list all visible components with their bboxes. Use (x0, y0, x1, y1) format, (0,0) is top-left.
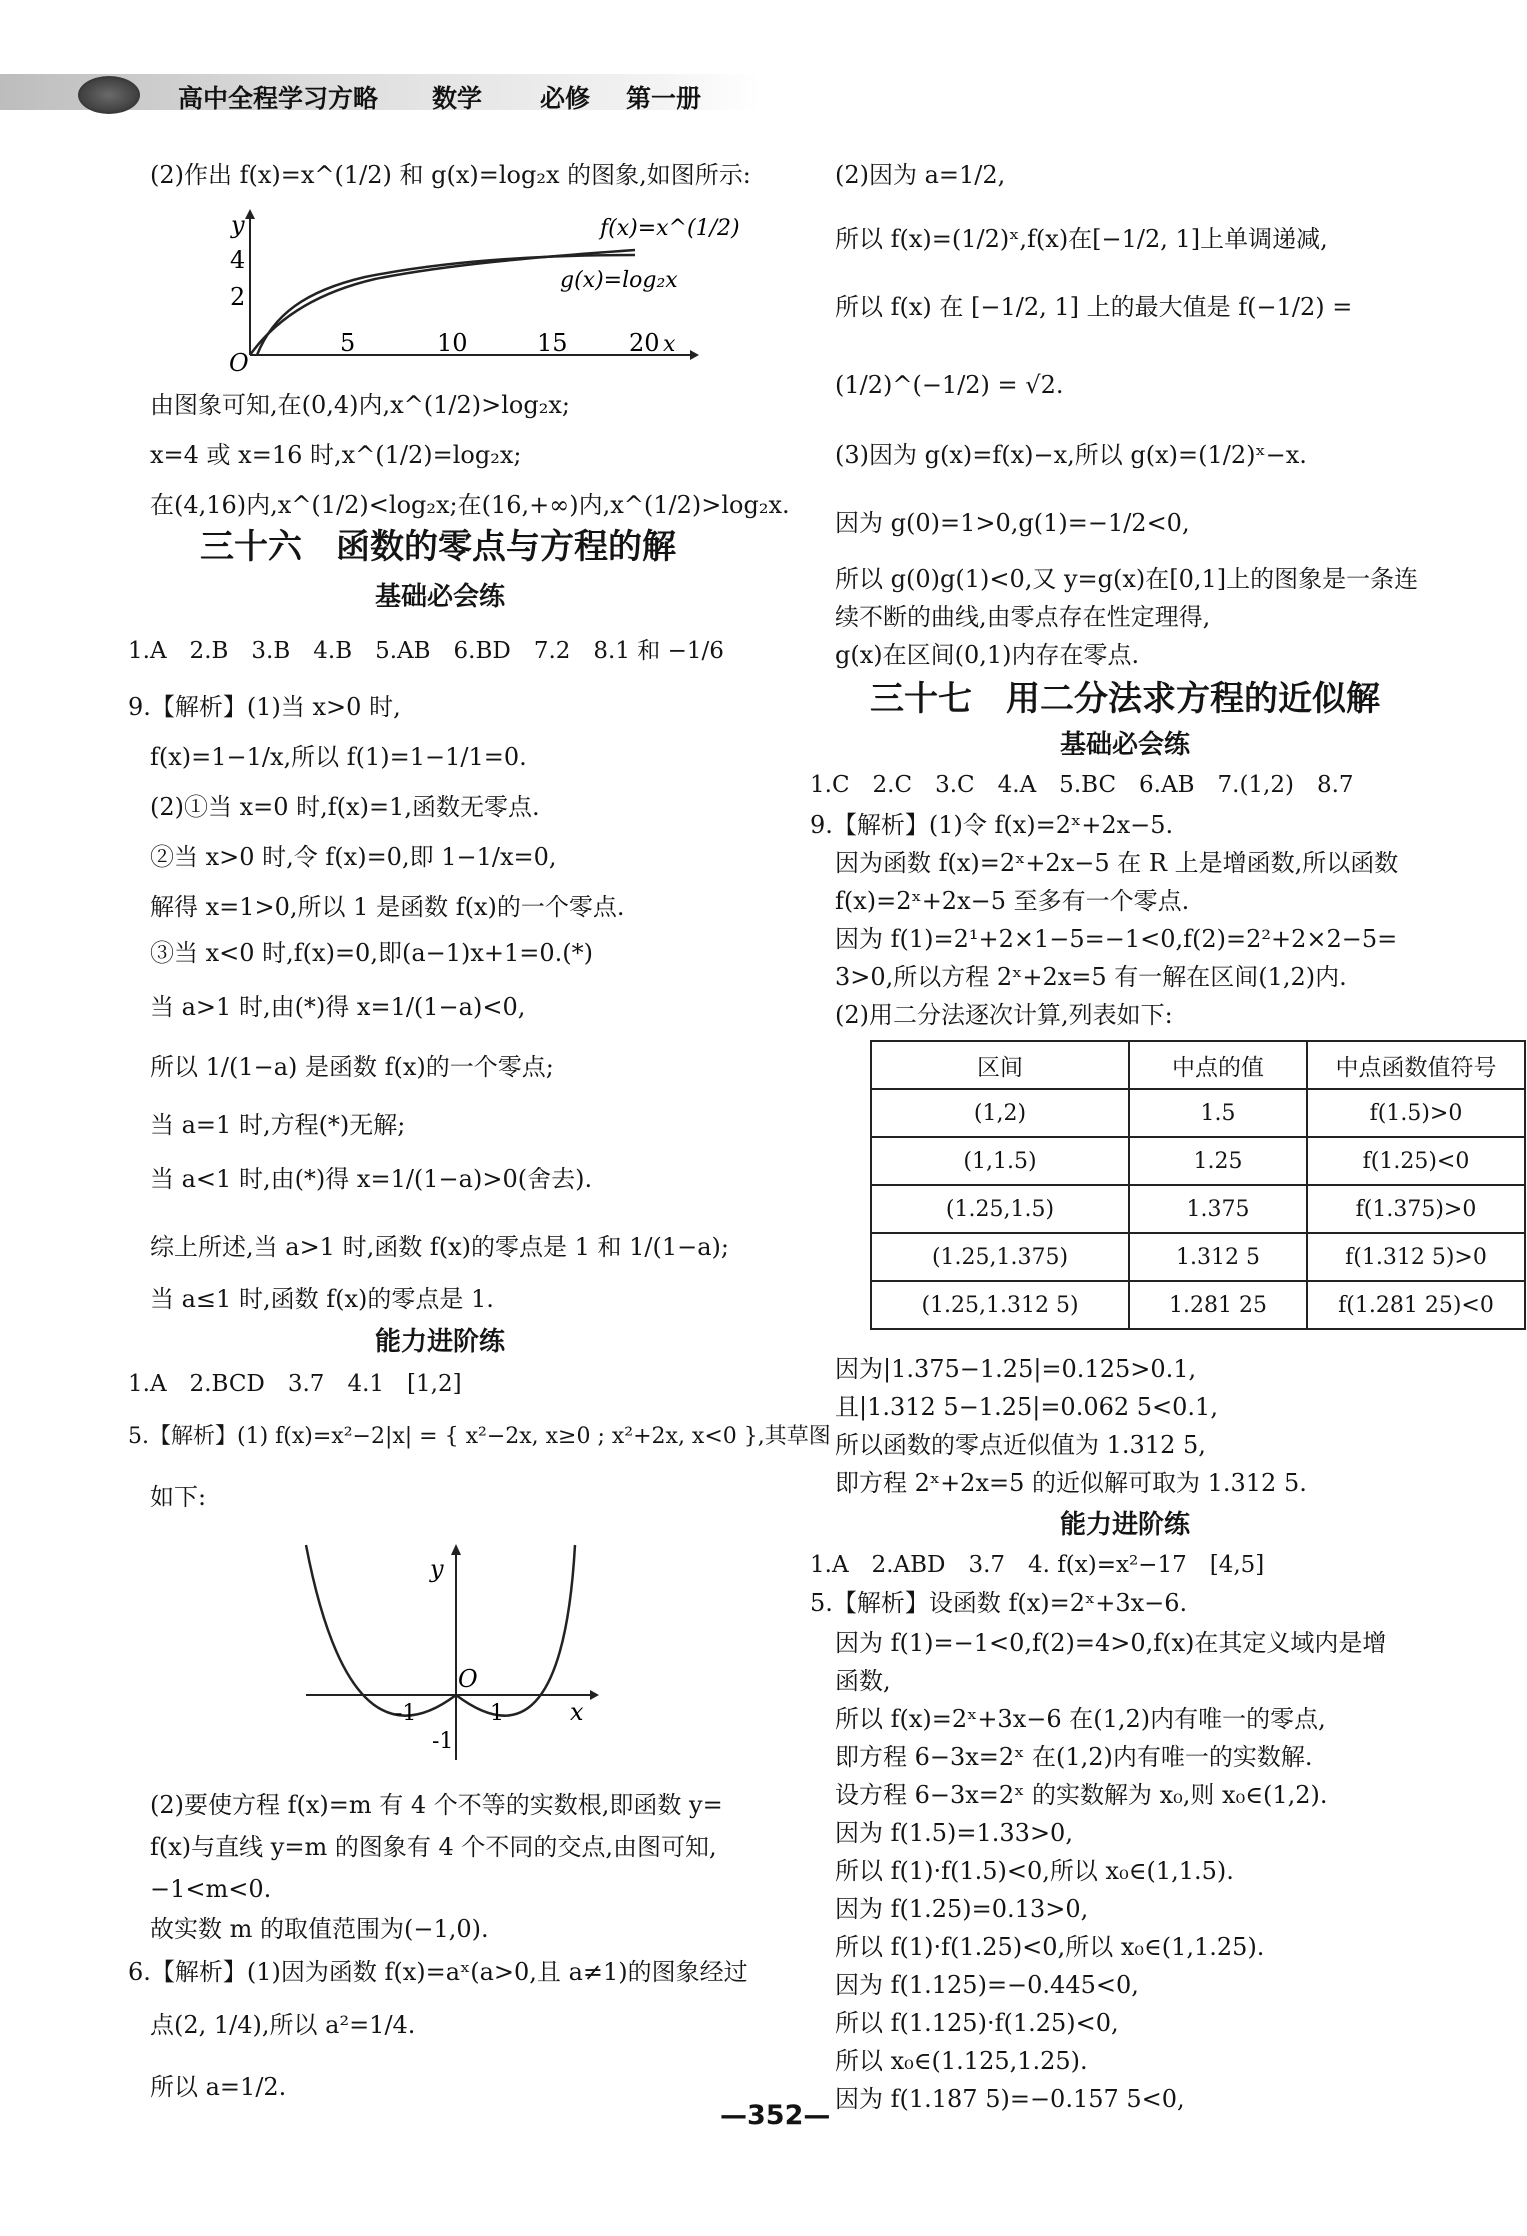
table-cell: (1,1.5) (871, 1137, 1129, 1185)
graph-x2-minus-2absx (300, 1535, 600, 1765)
text-line: 当 a>1 时,由(*)得 x=1/(1−a)<0, (150, 993, 526, 1021)
y-axis-label: y (430, 1555, 444, 1583)
text-line: ②当 x>0 时,令 f(x)=0,即 1−1/x=0, (150, 843, 557, 871)
x-axis-label: x (663, 332, 676, 357)
text-line: f(x)=2ˣ+2x−5 至多有一个零点. (835, 887, 1190, 915)
table-header: 区间 (871, 1041, 1129, 1089)
text-line: 因为 g(0)=1>0,g(1)=−1/2<0, (835, 509, 1190, 537)
x-tick: 5 (340, 329, 356, 357)
text-line: 因为 f(1)=−1<0,f(2)=4>0,f(x)在其定义域内是增 (835, 1629, 1387, 1657)
text-line: 如下: (150, 1483, 207, 1511)
page-header (0, 62, 1527, 120)
text-line: (2)因为 a=1/2, (835, 161, 1006, 189)
text-line: 所以 1/(1−a) 是函数 f(x)的一个零点; (150, 1053, 554, 1081)
text-line: 因为 f(1.187 5)=−0.157 5<0, (835, 2085, 1185, 2113)
text-line: (2)要使方程 f(x)=m 有 4 个不等的实数根,即函数 y= (150, 1791, 723, 1819)
text-line: 所以 a=1/2. (150, 2073, 287, 2101)
y-axis-label: y (231, 211, 245, 239)
text-line: (1/2)^(−1/2) = √2. (835, 371, 1064, 399)
section-37-title: 三十七 用二分法求方程的近似解 (870, 679, 1380, 719)
publisher-logo-icon (78, 76, 140, 114)
text-line: 所以 f(1)·f(1.25)<0,所以 x₀∈(1,1.25). (835, 1933, 1265, 1961)
table-cell: (1.25,1.5) (871, 1185, 1129, 1233)
section-37-subtitle-basic: 基础必会练 (1060, 730, 1191, 760)
text-line: 3>0,所以方程 2ˣ+2x=5 有一解在区间(1,2)内. (835, 963, 1347, 991)
text-line: 所以 f(x)=(1/2)ˣ,f(x)在[−1/2, 1]上单调递减, (835, 225, 1328, 253)
graph-sqrt-vs-log (215, 205, 740, 377)
table-cell: f(1.25)<0 (1307, 1137, 1525, 1185)
module: 必修 (540, 84, 591, 113)
table-cell: 1.312 5 (1129, 1233, 1307, 1281)
table-header: 中点函数值符号 (1307, 1041, 1525, 1089)
text-line: 5.【解析】设函数 f(x)=2ˣ+3x−6. (810, 1589, 1188, 1617)
text-line: 所以 f(1)·f(1.5)<0,所以 x₀∈(1,1.5). (835, 1857, 1234, 1885)
table-row (871, 1137, 1525, 1185)
x-axis-arrow-icon (690, 350, 699, 360)
text-line: 即方程 2ˣ+2x=5 的近似解可取为 1.312 5. (835, 1469, 1307, 1497)
text-line: −1<m<0. (150, 1875, 272, 1903)
y-axis-arrow-icon (245, 209, 255, 219)
table-cell: (1.25,1.312 5) (871, 1281, 1129, 1329)
table-cell: f(1.281 25)<0 (1307, 1281, 1525, 1329)
table-cell: 1.25 (1129, 1137, 1307, 1185)
label-g: g(x)=log₂x (560, 268, 678, 293)
x-tick-neg1: -1 (395, 1701, 417, 1726)
table-cell: f(1.312 5)>0 (1307, 1233, 1525, 1281)
text-line: 6.【解析】(1)因为函数 f(x)=aˣ(a>0,且 a≠1)的图象经过 (128, 1958, 748, 1986)
text-line: 且|1.312 5−1.25|=0.062 5<0.1, (835, 1393, 1218, 1421)
text-line: 因为函数 f(x)=2ˣ+2x−5 在 R 上是增函数,所以函数 (835, 849, 1399, 877)
text-line: 点(2, 1/4),所以 a²=1/4. (150, 2011, 416, 2039)
table-row (871, 1233, 1525, 1281)
text-line: 当 a≤1 时,函数 f(x)的零点是 1. (150, 1285, 494, 1313)
origin-label: O (458, 1665, 478, 1693)
section-37-subtitle-advanced: 能力进阶练 (1060, 1510, 1191, 1540)
answer-key: 1.A 2.B 3.B 4.B 5.AB 6.BD 7.2 8.1 和 −1/6 (128, 638, 724, 664)
table-cell: f(1.375)>0 (1307, 1185, 1525, 1233)
section-36-subtitle-advanced: 能力进阶练 (375, 1327, 506, 1357)
table-cell: 1.375 (1129, 1185, 1307, 1233)
table-row (871, 1185, 1525, 1233)
x-axis-label: x (570, 1698, 584, 1726)
bisection-table (870, 1040, 1526, 1330)
text-line: 当 a<1 时,由(*)得 x=1/(1−a)>0(舍去). (150, 1165, 593, 1193)
x-tick: 20 (629, 329, 660, 357)
text-line: 9.【解析】(1)令 f(x)=2ˣ+2x−5. (810, 811, 1174, 839)
text-line: (3)因为 g(x)=f(x)−x,所以 g(x)=(1/2)ˣ−x. (835, 441, 1307, 469)
label-f: f(x)=x^(1/2) (600, 216, 740, 241)
text-line: (2)作出 f(x)=x^(1/2) 和 g(x)=log₂x 的图象,如图所示: (150, 161, 751, 189)
table-header: 中点的值 (1129, 1041, 1307, 1089)
text-line: 所以函数的零点近似值为 1.312 5, (835, 1431, 1206, 1459)
text-line: 设方程 6−3x=2ˣ 的实数解为 x₀,则 x₀∈(1,2). (835, 1781, 1328, 1809)
table-row (871, 1089, 1525, 1137)
text-line: 续不断的曲线,由零点存在性定理得, (835, 603, 1211, 631)
y-axis-arrow-icon (451, 1544, 461, 1555)
x-tick-1: 1 (490, 1701, 504, 1726)
text-line: (2)用二分法逐次计算,列表如下: (835, 1001, 1173, 1029)
text-line: 因为 f(1.125)=−0.445<0, (835, 1971, 1139, 1999)
text-line: 综上所述,当 a>1 时,函数 f(x)的零点是 1 和 1/(1−a); (150, 1233, 729, 1261)
table-row (871, 1281, 1525, 1329)
y-tick-neg1: -1 (432, 1729, 454, 1754)
text-line: 所以 f(1.125)·f(1.25)<0, (835, 2009, 1119, 2037)
text-line: 5.【解析】(1) f(x)=x²−2|x| = { x²−2x, x≥0 ; x²+2x, x<0 },其草图 (128, 1424, 831, 1449)
text-line: ③当 x<0 时,f(x)=0,即(a−1)x+1=0.(*) (150, 939, 594, 967)
text-line: f(x)与直线 y=m 的图象有 4 个不同的交点,由图可知, (150, 1833, 717, 1861)
text-line: 在(4,16)内,x^(1/2)<log₂x;在(16,+∞)内,x^(1/2)>log₂x. (150, 491, 790, 519)
x-axis-arrow-icon (590, 1690, 599, 1700)
text-line: (2)①当 x=0 时,f(x)=1,函数无零点. (150, 793, 540, 821)
y-tick: 2 (230, 283, 246, 311)
x-tick: 10 (437, 329, 468, 357)
section-36-title: 三十六 函数的零点与方程的解 (200, 527, 676, 567)
subject: 数学 (432, 84, 483, 113)
table-cell: 1.281 25 (1129, 1281, 1307, 1329)
section-36-subtitle-basic: 基础必会练 (375, 582, 506, 612)
volume: 第一册 (626, 84, 702, 113)
text-line: 所以 f(x)=2ˣ+3x−6 在(1,2)内有唯一的零点, (835, 1705, 1326, 1733)
answer-key: 1.A 2.BCD 3.7 4.1 [1,2] (128, 1371, 462, 1397)
table-cell: (1,2) (871, 1089, 1129, 1137)
text-line: 所以 x₀∈(1.125,1.25). (835, 2047, 1088, 2075)
table-header-row (871, 1041, 1525, 1089)
answer-key: 1.C 2.C 3.C 4.A 5.BC 6.AB 7.(1,2) 8.7 (810, 772, 1354, 798)
text-line: 所以 f(x) 在 [−1/2, 1] 上的最大值是 f(−1/2) = (835, 293, 1353, 321)
answer-key: 1.A 2.ABD 3.7 4. f(x)=x²−17 [4,5] (810, 1552, 1265, 1578)
table-cell: 1.5 (1129, 1089, 1307, 1137)
text-line: 因为 f(1.5)=1.33>0, (835, 1819, 1073, 1847)
text-line: 即方程 6−3x=2ˣ 在(1,2)内有唯一的实数解. (835, 1743, 1313, 1771)
text-line: g(x)在区间(0,1)内存在零点. (835, 641, 1140, 669)
text-line: 由图象可知,在(0,4)内,x^(1/2)>log₂x; (150, 391, 570, 419)
text-line: 因为 f(1)=2¹+2×1−5=−1<0,f(2)=2²+2×2−5= (835, 925, 1398, 953)
table-cell: f(1.5)>0 (1307, 1089, 1525, 1137)
page-number: —352— (720, 2100, 831, 2131)
book-title: 高中全程学习方略 (178, 84, 379, 113)
table-cell: (1.25,1.375) (871, 1233, 1129, 1281)
text-line: 故实数 m 的取值范围为(−1,0). (150, 1915, 489, 1943)
text-line: 当 a=1 时,方程(*)无解; (150, 1111, 406, 1139)
text-line: 所以 g(0)g(1)<0,又 y=g(x)在[0,1]上的图象是一条连 (835, 565, 1419, 593)
text-line: f(x)=1−1/x,所以 f(1)=1−1/1=0. (150, 743, 527, 771)
origin-label: O (229, 349, 249, 377)
text-line: 9.【解析】(1)当 x>0 时, (128, 693, 401, 721)
text-line: 解得 x=1>0,所以 1 是函数 f(x)的一个零点. (150, 893, 625, 921)
y-tick: 4 (230, 246, 246, 274)
text-line: 因为 f(1.25)=0.13>0, (835, 1895, 1089, 1923)
text-line: 函数, (835, 1667, 891, 1695)
text-line: 因为|1.375−1.25|=0.125>0.1, (835, 1355, 1197, 1383)
x-tick: 15 (537, 329, 568, 357)
text-line: x=4 或 x=16 时,x^(1/2)=log₂x; (150, 441, 522, 469)
